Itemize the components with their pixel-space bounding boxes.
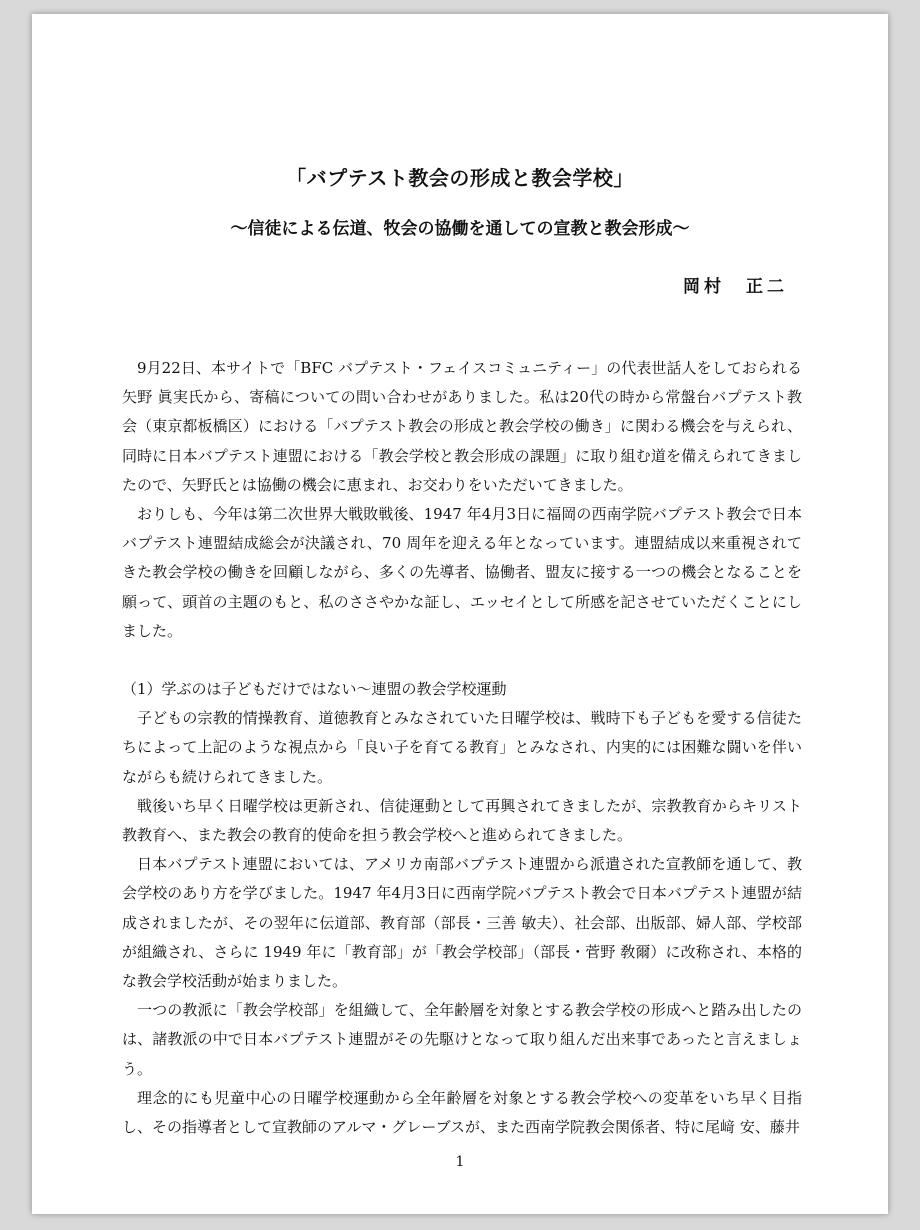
intro-paragraph-2: おりしも、今年は第二次世界大戦敗戦後、1947 年4月3日に福岡の西南学院バプテスト教会で日本バプテスト連盟結成総会が決議され、70 周年を迎える年となっています。連盟結成以来重視されてきた教会学校の働きを回顧しながら、多くの先導者、協働者、盟友に接する一つの機会となることを願って、頭首の主題のもと、私のささやかな証し、エッセイとして所感を記させていただくことにしました。	[122, 505, 802, 640]
section-paragraph-4: 一つの教派に「教会学校部」を組織して、全年齢層を対象とする教会学校の形成へと踏み出したのは、諸教派の中で日本バプテスト連盟がその先駆けとなって取り組んだ出来事であったと言えましょう。	[122, 1001, 802, 1078]
author-name: 岡村 正二	[683, 277, 788, 297]
section-paragraph-2: 戦後いち早く日曜学校は更新され、信徒運動として再興されてきましたが、宗教教育からキリスト教教育へ、また教会の教育的使命を担う教会学校へと進められてきました。	[122, 796, 802, 845]
section-paragraph-5: 理念的にも児童中心の日曜学校運動から全年齢層を対象とする教会学校への変革をいち早く目指し、その指導者として宣教師のアルマ・グレーブスが、また西南学院教会関係者、特に尾﨑 安、藤井	[122, 1088, 802, 1137]
section-heading: （1）学ぶのは子どもだけではない〜連盟の教会学校運動	[122, 680, 507, 699]
document-subtitle: 〜信徒による伝道、牧会の協働を通しての宣教と教会形成〜	[230, 219, 690, 239]
document-title: 「バプテスト教会の形成と教会学校」	[286, 166, 634, 190]
document-page	[32, 14, 888, 1214]
intro-paragraph-1: 9月22日、本サイトで「BFC バプテスト・フェイスコミュニティー」の代表世話人をしておられる矢野 眞実氏から、寄稿についての問い合わせがありました。私は20代の時から常盤台バプテスト教会（東京都板橋区）における「バプテスト教会の形成と教会学校の働き」に関わる機会を与えられ、同時に日本バプテスト連盟における「教会学校と教会形成の課題」に取り組む道を備えられてきましたので、矢野氏とは協働の機会に恵まれ、お交わりをいただいてきました。	[122, 359, 802, 494]
section-paragraph-1: 子どもの宗教的情操教育、道徳教育とみなされていた日曜学校は、戦時下も子どもを愛する信徒たちによって上記のような視点から「良い子を育てる教育」とみなされ、内実的には困難な闘いを伴いながらも続けられてきました。	[122, 709, 802, 786]
section-spacer	[122, 646, 802, 675]
document-body	[122, 354, 802, 1142]
section-paragraph-3: 日本バプテスト連盟においては、アメリカ南部バプテスト連盟から派遣された宣教師を通して、教会学校のあり方を学びました。1947 年4月3日に西南学院バプテスト教会で日本バプテスト連盟が結成されましたが、その翌年に伝道部、教育部（部長・三善 敏夫）、社会部、出版部、婦人部、学校部が組織され、さらに 1949 年に「教育部」が「教会学校部」（部長・菅野 敎爾）に改称され、本格的な教会学校活動が始まりました。	[122, 855, 802, 991]
page-number: 1	[455, 1154, 465, 1170]
